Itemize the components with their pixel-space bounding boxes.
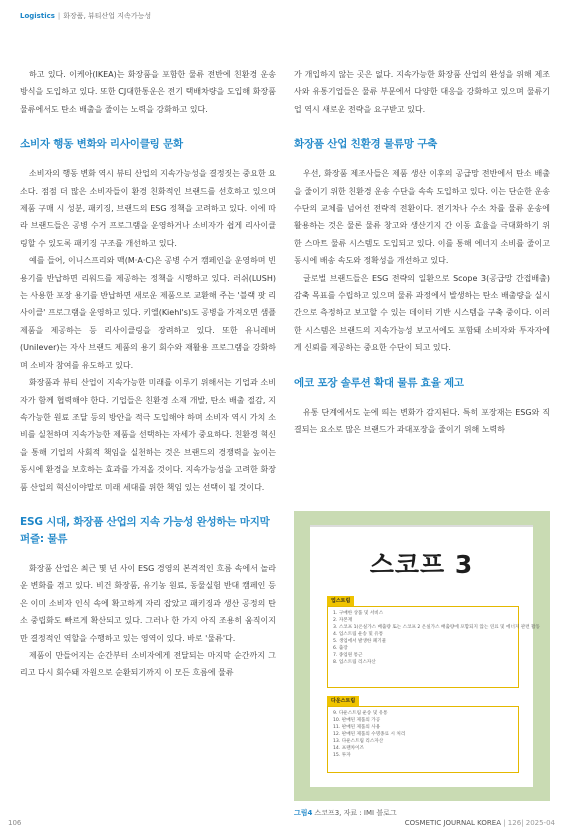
downstream-tag: 다운스트림 (327, 696, 359, 706)
left-column (20, 66, 276, 682)
caption-label: 그림4 (294, 809, 313, 817)
caption-text: 스코프3, 자료 : IMI 블로그 (314, 809, 397, 817)
scope3-list-item: 2. 자본재 (333, 618, 353, 623)
page-number: 106 (8, 819, 22, 827)
figure-caption (294, 808, 397, 818)
paragraph: 소비자의 행동 변화 역시 뷰티 산업의 지속가능성을 결정짓는 중요한 요소다. 점점 더 많은 소비자들이 환경 친화적인 브랜드를 선호하고 있으며 제품 구매 시 성분, 패키징, 브랜드의 ESG 정책을 고려하고 있다. 이에 따라 브랜드들은 공병 수거 프로그램을 운영하거나 소비자가 쉽게 리사이클링할 수 있도록 패키징 구조를 개선하고 있다. (20, 169, 276, 248)
right-column (294, 66, 550, 439)
paragraph: 하고 있다. 이케아(IKEA)는 화장품을 포함한 물류 전반에 친환경 운송 방식을 도입하고 있다. 또한 CJ대한통운은 전기 택배차량을 도입해 화장품 물류에서도 탄소 배출을 줄이는 노력을 강화하고 있다. (20, 70, 276, 114)
paragraph: 제품이 만들어지는 순간부터 소비자에게 전달되는 마지막 순간까지 그리고 다시 회수돼 자원으로 순환되기까지 이 모든 흐름에 물류 (20, 650, 276, 678)
scope3-list-item: 1. 구매한 상품 및 서비스 (333, 611, 384, 616)
upstream-tag: 업스트림 (327, 596, 354, 606)
running-header (20, 11, 151, 21)
paragraph: 예를 들어, 이니스프리와 맥(M·A·C)은 공병 수거 캠페인을 운영하며 빈 용기를 반납하면 리워드를 제공하는 정책을 시행하고 있다. 러쉬(LUSH)는 사용한 포장 용기를 반납하면 새로운 제품으로 교환해 주는 '블랙 팟 리사이클' 프로그램을 운영하고 있다. 키엘(Kiehl's)도 공병을 가져오면 샘플 제품을 제공하는 등 리사이클링을 장려하고 있다. 또한 유니레버(Unilever)는 자사 브랜드 제품의 용기 회수와 재활용 프로그램을 강화하며 소비자 참여를 유도하고 있다. (20, 256, 276, 370)
scope3-list-item: 10. 판매된 제품의 가공 (333, 718, 381, 723)
scope3-list-item: 8. 업스트림 리스자산 (333, 660, 376, 665)
scope3-figure (294, 511, 550, 801)
section-brand: Logistics (20, 12, 55, 20)
scope3-list-item: 13. 다운스트림 리스자산 (333, 739, 384, 744)
magazine-name: COSMETIC JOURNAL KOREA (404, 819, 501, 827)
downstream-box (327, 706, 519, 773)
section-heading: 에코 포장 솔루션 확대 물류 효율 제고 (294, 376, 464, 389)
paragraph: 우선, 화장품 제조사들은 제품 생산 이후의 공급망 전반에서 탄소 배출을 줄이기 위한 친환경 운송 수단을 속속 도입하고 있다. 이는 단순한 운송 수단의 교체를 넘어선 전략적 전환이다. 전기차나 수소 차를 물류 운송에 활용하는 것은 물론 물류 창고와 생산기지 간 이동 효율을 극대화하기 위한 스마트 물류 시스템도 도입되고 있다. 이를 통해 에너지 소비를 줄이고 동시에 배송 속도와 정확성을 개선하고 있다. (294, 169, 550, 266)
header-separator: | (57, 12, 61, 20)
upstream-list (328, 607, 540, 669)
paragraph: 화장품과 뷰티 산업이 지속가능한 미래를 이루기 위해서는 기업과 소비자가 함께 협력해야 한다. 기업들은 친환경 소재 개발, 탄소 배출 절감, 지속가능한 원료 조달 등의 방안을 적극 도입해야 하며 소비자 역시 가치 소비를 실천하며 지속가능한 제품을 선택하는 자세가 중요하다. 친환경 혁신을 통해 기업의 사회적 책임을 실천하는 것은 브랜드의 경쟁력을 높이는 동시에 환경을 보호하는 효과를 가져올 것이다. 지속가능성을 고려한 화장품 산업의 혁신이야말로 미래 세대를 위한 책임 있는 선택이 될 것이다. (20, 378, 276, 492)
downstream-list (328, 707, 518, 762)
magazine-footer (405, 819, 555, 827)
figure-title: 스코프 3 (369, 550, 474, 579)
scope3-list-item: 12. 판매된 제품의 수명종료 시 처리 (333, 732, 406, 737)
header-subtitle: 화장품, 뷰티산업 지속가능성 (63, 12, 152, 20)
scope3-list-item: 9. 다운스트림 운송 및 유통 (333, 711, 388, 716)
scope3-list-item: 6. 출장 (333, 646, 348, 651)
section-heading: 소비자 행동 변화와 리사이클링 문화 (20, 138, 183, 151)
paragraph: 가 개입하지 않는 곳은 없다. 지속가능한 화장품 산업의 완성을 위해 제조사와 유통기업들은 물류 부문에서 다양한 대응을 강화하고 있으며 물류기업 역시 새로운 전략을 요구받고 있다. (294, 70, 550, 114)
paragraph: 글로벌 브랜드들은 ESG 전략의 일환으로 Scope 3(공급망 간접배출) 감축 목표를 수립하고 있으며 물류 과정에서 발생하는 탄소 배출량을 실시간으로 측정하고 보고할 수 있는 데이터 기반 시스템을 구축 중이다. 이러한 시스템은 브랜드의 지속가능성 보고서에도 포함돼 소비자와 투자자에게 신뢰를 제공하는 중요한 수단이 되고 있다. (294, 273, 550, 353)
figure-card (310, 525, 540, 787)
scope3-list-item: 3. 스코프 1(온실가스 배출량 또는 스코프 2 온실가스 배출량에 포함되지 않는 연료 및 에너지 관련 활동 (333, 625, 540, 630)
issue-info: | 126| 2025-04 (503, 819, 555, 827)
scope3-list-item: 7. 종업원 통근 (333, 653, 363, 658)
scope3-list-item: 4. 업스트림 운송 및 유통 (333, 632, 384, 637)
paragraph: 화장품 산업은 최근 몇 년 사이 ESG 경영의 본격적인 흐름 속에서 놀라운 변화를 겪고 있다. 비건 화장품, 유기농 원료, 동물실험 반대 캠페인 등은 이미 소비자 인식 속에 확고하게 자리 잡았고 패키징과 생산 공정의 탄소 중립화도 빠르게 확산되고 있다. 그러나 한 가지 아직 조용히 움직이지만 결정적인 역할을 수행하고 있는 영역이 있다. 바로 '물류'다. (20, 563, 276, 643)
paragraph: 유통 단계에서도 눈에 띄는 변화가 감지된다. 특히 포장재는 ESG와 직결되는 요소로 많은 브랜드가 과대포장을 줄이기 위해 노력하 (294, 407, 550, 435)
scope3-list-item: 5. 생업에서 발생한 폐기물 (333, 639, 387, 644)
section-heading: ESG 시대, 화장품 산업의 지속 가능성 완성하는 마지막 퍼즐: 물류 (20, 515, 270, 545)
scope3-list-item: 15. 투자 (333, 753, 351, 758)
section-heading: 화장품 산업 친환경 물류망 구축 (294, 138, 438, 151)
scope3-list-item: 11. 판매된 제품의 사용 (333, 725, 381, 730)
upstream-box (327, 606, 540, 688)
card-top-rule (310, 525, 533, 527)
scope3-list-item: 14. 프랜차이즈 (333, 746, 364, 751)
